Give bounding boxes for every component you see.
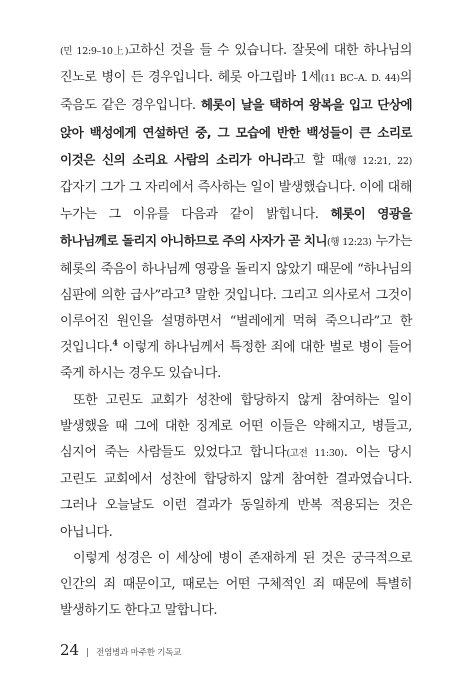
scripture-reference: (11 BC–A. D. 44)	[320, 73, 400, 85]
body-text: 이렇게 하나님께서 특정한 죄에 대한 벌로 병이 들어 죽게 하시는 경우도 있습니다.	[60, 340, 412, 382]
body-text: . 이는 당시 고린도 교회에서 성찬에 합당하지 않게 참여한 결과였습니다. 그러나 오늘날도 이런 결과가 동일하게 반복 적용되는 것은 아닙니다.	[60, 445, 412, 540]
body-text: 고하신 것을 들 수 있습니다. 잘못에 대한 하나님의 진노로 병이 든 경우입니다. 헤롯 아그립바 1세	[60, 43, 412, 86]
scripture-reference: (행 12:23)	[327, 237, 372, 249]
book-title: 전염병과 마주한 기독교	[96, 648, 182, 658]
body-text: 고 할 때	[292, 152, 344, 168]
scripture-reference: (행 12:21, 22)	[343, 155, 412, 167]
body-text: 이렇게 성경은 이 세상에 병이 존재하게 된 것은 궁극적으로 인간의 죄 때문이고, 때로는 어떤 구체적인 죄 때문에 특별히 발생하기도 한다고 말합니다.	[60, 550, 412, 619]
scripture-quote: 헤롯이 날을 택하여 왕복을 입고 단상에 앉아 백성에게 연설하던 중, 그 모습에 반한 백성들이 큰 소리로 이것은 신의 소리요 사람의 소리가 아니라	[60, 97, 412, 167]
paragraph	[60, 38, 412, 388]
body-text: 또한 고린도 교회가 성찬에 합당하지 않게 참여하는 일이 발생했을 때 그에 대한 징계로 어떤 이들은 약해지고, 병들고, 심지어 죽는 사람들도 있었다고 합니다	[60, 392, 412, 461]
footer-separator: |	[86, 648, 90, 658]
page-number: 24	[60, 641, 80, 659]
page-footer	[60, 641, 181, 659]
body-text: 의 죽음도 같은 경우입니다.	[60, 70, 412, 114]
paragraph	[60, 546, 412, 625]
scripture-quote: 헤롯이 영광을 하나님께로 돌리지 아니하므로 주의 사자가 곧 치니	[60, 206, 413, 249]
body-text: 갑자기 그가 그 자리에서 즉사하는 일이 발생했습니다. 이에 대해 누가는 그 이유를 다음과 같이 밝힙니다.	[60, 180, 412, 223]
footnote-marker: 4	[112, 337, 118, 348]
paragraph	[60, 388, 412, 546]
body-text: 말한 것입니다. 그리고 의사로서 그것이 이루어진 원인을 설명하면서 “벌레에게 먹혀 죽으니라”고 한 것입니다.	[60, 287, 412, 356]
page-body	[60, 38, 412, 624]
body-text: 누가는 헤롯의 죽음이 하나님께 영광을 돌리지 않았기 때문에 “하나님의 심판에 의한 급사”라고	[60, 234, 412, 303]
scripture-reference: (민 12:9–10上)	[60, 46, 129, 57]
scripture-reference: (고전 11:30)	[286, 448, 344, 460]
footnote-marker: 3	[185, 285, 191, 296]
